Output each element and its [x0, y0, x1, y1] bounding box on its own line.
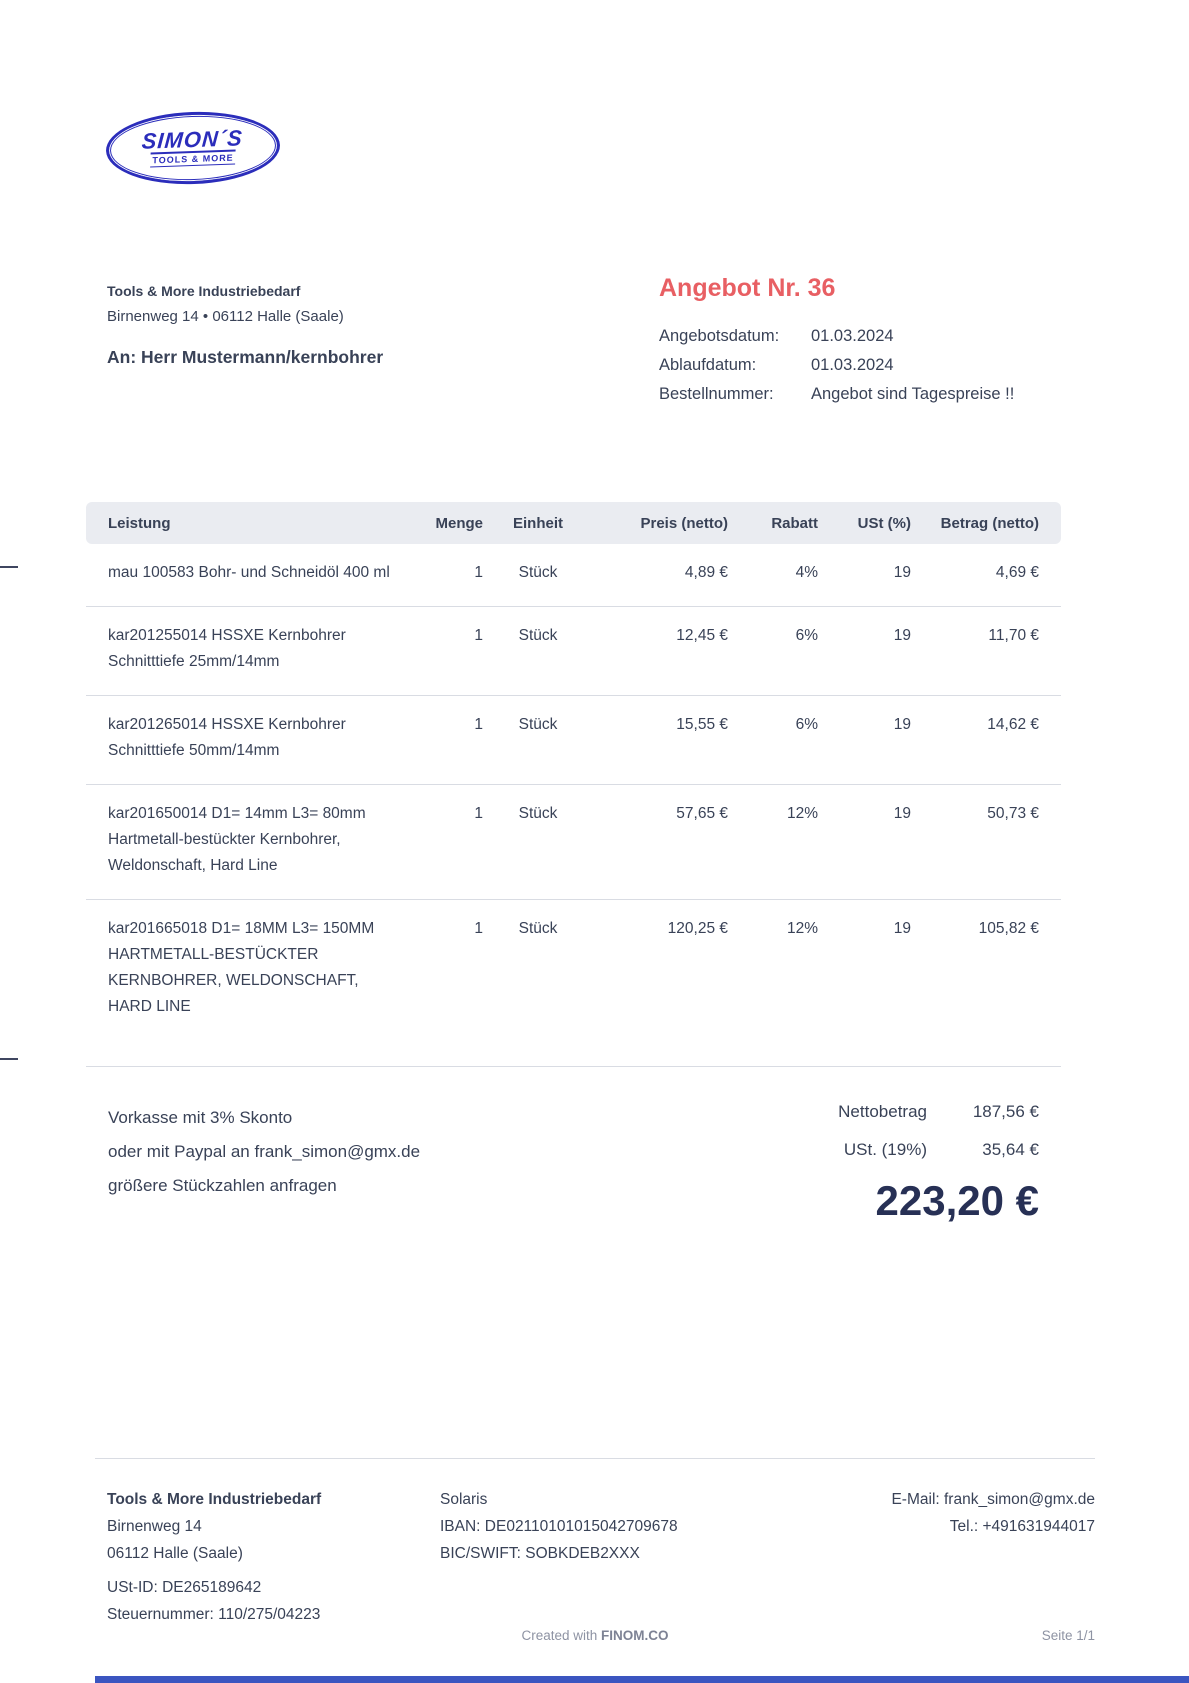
cell-betrag: 105,82 € [978, 920, 1039, 937]
column-header-rabatt: Rabatt [771, 514, 818, 532]
cell-einheit: Stück [518, 564, 558, 581]
fold-mark-bottom [0, 1058, 18, 1060]
cell-preis: 120,25 € [667, 920, 728, 937]
cell-einheit: Stück [518, 920, 558, 937]
logo-name-text: SIMON´S [141, 125, 245, 154]
table-row [86, 696, 1061, 785]
summary-section [86, 1101, 1061, 1225]
cell-rabatt: 6% [795, 716, 818, 733]
footer-contact-block [770, 1486, 1095, 1628]
document-body [86, 502, 1061, 1225]
column-header-menge: Menge [435, 514, 483, 532]
cell-ust: 19 [893, 627, 911, 644]
cell-einheit: Stück [518, 716, 558, 733]
offer-field-row [659, 380, 1014, 409]
footer-street: Birnenweg 14 [107, 1518, 202, 1535]
footer-tax-number: Steuernummer: 110/275/04223 [107, 1606, 321, 1623]
logo-tagline-text: TOOLS & MORE [150, 149, 236, 167]
cell-betrag: 50,73 € [987, 805, 1039, 822]
payment-note: oder mit Paypal an frank_simon@gmx.de [108, 1142, 421, 1161]
cell-rabatt: 4% [795, 564, 818, 581]
totals-block [838, 1101, 1061, 1225]
cell-menge: 1 [474, 805, 483, 822]
recipient-line: An: Herr Mustermann/kernbohrer [107, 347, 384, 367]
table-row [86, 785, 1061, 900]
sender-address: Birnenweg 14 • 06112 Halle (Saale) [107, 308, 344, 325]
order-number-label: Bestellnummer: [659, 385, 774, 403]
net-total-value: 187,56 € [972, 1102, 1039, 1121]
cell-leistung: kar201265014 HSSXE Kernbohrer Schnitttiefe 50mm/14mm [108, 716, 346, 759]
cell-rabatt: 12% [786, 920, 818, 937]
net-total-label: Nettobetrag [838, 1102, 927, 1121]
payment-notes [86, 1101, 838, 1225]
footer-divider [95, 1458, 1095, 1459]
footer-bank-block [440, 1486, 770, 1628]
column-header-leistung: Leistung [108, 514, 171, 532]
cell-rabatt: 6% [795, 627, 818, 644]
cell-leistung: mau 100583 Bohr- und Schneidöl 400 ml [108, 564, 390, 581]
column-header-preis: Preis (netto) [640, 514, 728, 532]
table-row [86, 544, 1061, 607]
page-bottom-accent-bar [95, 1676, 1189, 1683]
cell-menge: 1 [474, 920, 483, 937]
order-number-value: Angebot sind Tagespreise !! [811, 385, 1015, 403]
column-header-betrag: Betrag (netto) [940, 514, 1039, 532]
line-items-table-header [86, 502, 1061, 544]
footer-bank-name: Solaris [440, 1491, 488, 1508]
vat-label: USt. (19%) [843, 1140, 927, 1159]
created-with-label [95, 1628, 1095, 1643]
column-header-einheit: Einheit [512, 514, 563, 532]
footer [95, 1486, 1095, 1628]
cell-leistung: kar201665018 D1= 18MM L3= 150MM HARTMETALL-BESTÜCKTER KERNBOHRER, WELDONSCHAFT, HARD LINE [108, 920, 375, 1015]
offer-fields [659, 322, 1014, 409]
page-number: Seite 1/1 [1041, 1628, 1095, 1643]
cell-betrag: 11,70 € [988, 627, 1039, 644]
cell-ust: 19 [893, 564, 911, 581]
net-total-row [838, 1101, 1039, 1123]
offer-date-label: Angebotsdatum: [659, 327, 780, 345]
sender-company: Tools & More Industriebedarf [107, 283, 301, 299]
vat-row [838, 1139, 1039, 1161]
column-header-ust: USt (%) [857, 514, 911, 532]
simons-logo [105, 109, 281, 187]
cell-ust: 19 [893, 920, 911, 937]
cell-menge: 1 [474, 716, 483, 733]
expiry-date-value: 01.03.2024 [811, 356, 894, 374]
cell-preis: 15,55 € [676, 716, 728, 733]
cell-einheit: Stück [518, 627, 558, 644]
offer-field-row [659, 351, 1014, 380]
vat-value: 35,64 € [982, 1140, 1039, 1159]
cell-betrag: 14,62 € [987, 716, 1039, 733]
cell-betrag: 4,69 € [995, 564, 1039, 581]
cell-leistung: kar201255014 HSSXE Kernbohrer Schnitttiefe 25mm/14mm [108, 627, 346, 670]
fold-mark-top [0, 566, 18, 568]
footer-bic: BIC/SWIFT: SOBKDEB2XXX [440, 1545, 640, 1562]
cell-menge: 1 [474, 564, 483, 581]
footer-company-block [95, 1486, 440, 1628]
footer-vat-id: USt-ID: DE265189642 [107, 1579, 262, 1596]
payment-note: größere Stückzahlen anfragen [108, 1176, 337, 1195]
payment-note: Vorkasse mit 3% Skonto [108, 1108, 293, 1127]
table-row [86, 900, 1061, 1067]
footer-city: 06112 Halle (Saale) [107, 1545, 243, 1562]
cell-ust: 19 [893, 716, 911, 733]
cell-preis: 12,45 € [676, 627, 728, 644]
cell-menge: 1 [474, 627, 483, 644]
offer-field-row [659, 322, 1014, 351]
created-with-prefix: Created with [521, 1628, 602, 1643]
grand-total: 223,20 € [875, 1177, 1039, 1224]
footer-email: E-Mail: frank_simon@gmx.de [891, 1491, 1095, 1508]
offer-date-value: 01.03.2024 [811, 327, 894, 345]
footer-company-name: Tools & More Industriebedarf [107, 1491, 322, 1508]
footer-iban: IBAN: DE02110101015042709678 [440, 1518, 678, 1535]
cell-ust: 19 [893, 805, 911, 822]
expiry-date-label: Ablaufdatum: [659, 356, 757, 374]
footer-spacer [107, 1567, 440, 1574]
cell-preis: 57,65 € [676, 805, 728, 822]
table-row [86, 607, 1061, 696]
finom-brand-label: FINOM.CO [601, 1628, 669, 1643]
cell-rabatt: 12% [786, 805, 818, 822]
footer-phone: Tel.: +491631944017 [949, 1518, 1095, 1535]
offer-title: Angebot Nr. 36 [659, 274, 836, 302]
cell-preis: 4,89 € [684, 564, 728, 581]
cell-leistung: kar201650014 D1= 14mm L3= 80mm Hartmetall-bestückter Kernbohrer, Weldonschaft, Hard Line [108, 805, 366, 874]
cell-einheit: Stück [518, 805, 558, 822]
